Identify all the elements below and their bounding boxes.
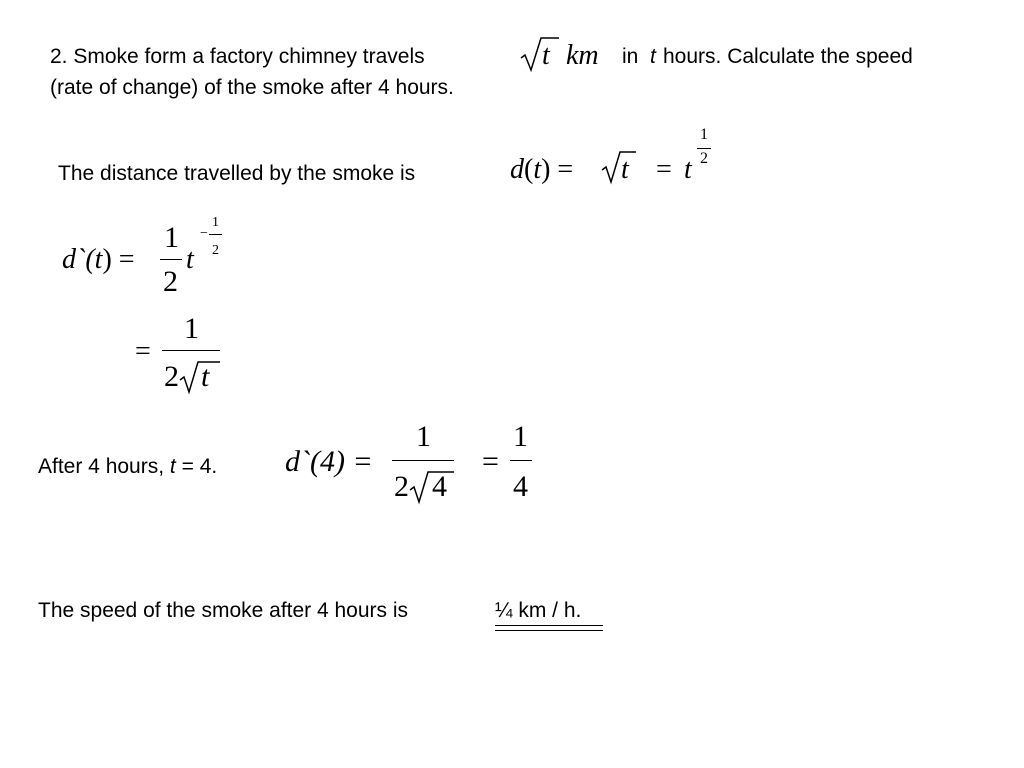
evaluation-eq: =	[482, 445, 499, 478]
distance-d: d	[510, 154, 524, 185]
problem-text-part3: hours. Calculate the speed	[663, 45, 913, 68]
problem-unit: km	[566, 40, 599, 71]
evaluation-bar	[392, 460, 454, 461]
derivative-exp-den: 2	[212, 243, 219, 258]
problem-var: t	[650, 45, 656, 68]
distance-t: t	[533, 154, 542, 185]
problem-line1	[50, 45, 425, 69]
derivative-den2-var: t	[201, 360, 210, 393]
evaluation-text	[38, 455, 217, 479]
distance-base: t	[684, 154, 692, 185]
radical-sign	[519, 36, 559, 76]
evaluation-den-coef: 2	[394, 470, 409, 503]
evaluation-text-var: t	[169, 455, 176, 478]
distance-exp-num: 1	[700, 126, 708, 143]
distance-equation	[510, 154, 573, 186]
evaluation-den-rad: 4	[432, 470, 447, 503]
derivative-lhs-end: ) =	[102, 244, 135, 275]
derivative-coef-bar	[160, 259, 182, 260]
evaluation-bar2	[510, 460, 532, 461]
distance-lparen: (	[524, 154, 534, 185]
derivative-bar2	[162, 350, 220, 351]
evaluation-num: 1	[416, 420, 431, 453]
distance-eq: =	[656, 154, 672, 185]
evaluation-lhs	[285, 445, 373, 479]
distance-radical	[600, 150, 640, 190]
evaluation-den2: 4	[513, 470, 528, 503]
derivative-exp-num: 1	[212, 215, 219, 230]
distance-sqrt-var: t	[621, 154, 629, 185]
problem-sqrt-var: t	[542, 40, 550, 71]
derivative-lhs	[62, 244, 135, 276]
derivative-num2: 1	[184, 312, 199, 345]
distance-exp-bar	[697, 148, 711, 149]
evaluation-num2: 1	[513, 420, 528, 453]
evaluation-text-part1: After 4 hours,	[38, 455, 165, 478]
derivative-exp-sign: −	[200, 226, 208, 241]
evaluation-text-part2: = 4.	[181, 455, 218, 478]
derivative-exp-bar	[209, 234, 222, 235]
derivative-coef-den: 2	[163, 265, 178, 298]
conclusion-answer: ¼ km / h.	[495, 599, 582, 622]
evaluation-lhs-text: d`(4) =	[285, 445, 373, 478]
derivative-lhs-var: t	[94, 244, 103, 275]
distance-rparen-eq: ) =	[541, 154, 574, 185]
distance-exp-den: 2	[700, 150, 708, 167]
derivative-lhs-d: d`(	[62, 244, 95, 275]
answer-double-underline	[495, 625, 603, 631]
distance-text: The distance travelled by the smoke is	[58, 162, 416, 185]
derivative-base: t	[186, 244, 194, 275]
problem-text-part2: in	[622, 45, 639, 68]
derivative-radical	[178, 360, 222, 396]
problem-line2: (rate of change) of the smoke after 4 hours.	[50, 76, 454, 99]
derivative-eq2: =	[135, 336, 151, 367]
derivative-den2-coef: 2	[164, 360, 179, 393]
derivative-coef-num: 1	[164, 221, 179, 254]
conclusion-text: The speed of the smoke after 4 hours is	[38, 599, 409, 622]
problem-text-part1: 2. Smoke form a factory chimney travels	[50, 45, 425, 68]
